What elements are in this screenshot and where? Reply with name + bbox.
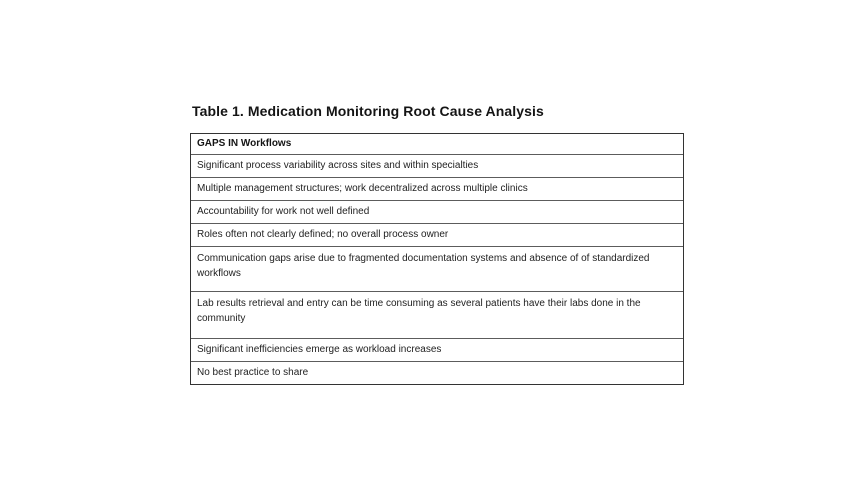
table-row: Lab results retrieval and entry can be time consuming as several patients have their labs done in the community (191, 291, 683, 338)
table-row: Communication gaps arise due to fragmented documentation systems and absence of of standardized workflows (191, 246, 683, 291)
table-row: No best practice to share (191, 361, 683, 384)
gaps-in-workflows-table (190, 133, 684, 385)
table-title: Table 1. Medication Monitoring Root Cause Analysis (192, 103, 544, 119)
table-row: Accountability for work not well defined (191, 200, 683, 223)
table-row: Roles often not clearly defined; no overall process owner (191, 223, 683, 246)
table-header-row: GAPS IN Workflows (197, 138, 292, 149)
table-row: Significant process variability across sites and within specialties (191, 154, 683, 177)
table-row: Significant inefficiencies emerge as workload increases (191, 338, 683, 361)
table-row: Multiple management structures; work decentralized across multiple clinics (191, 177, 683, 200)
